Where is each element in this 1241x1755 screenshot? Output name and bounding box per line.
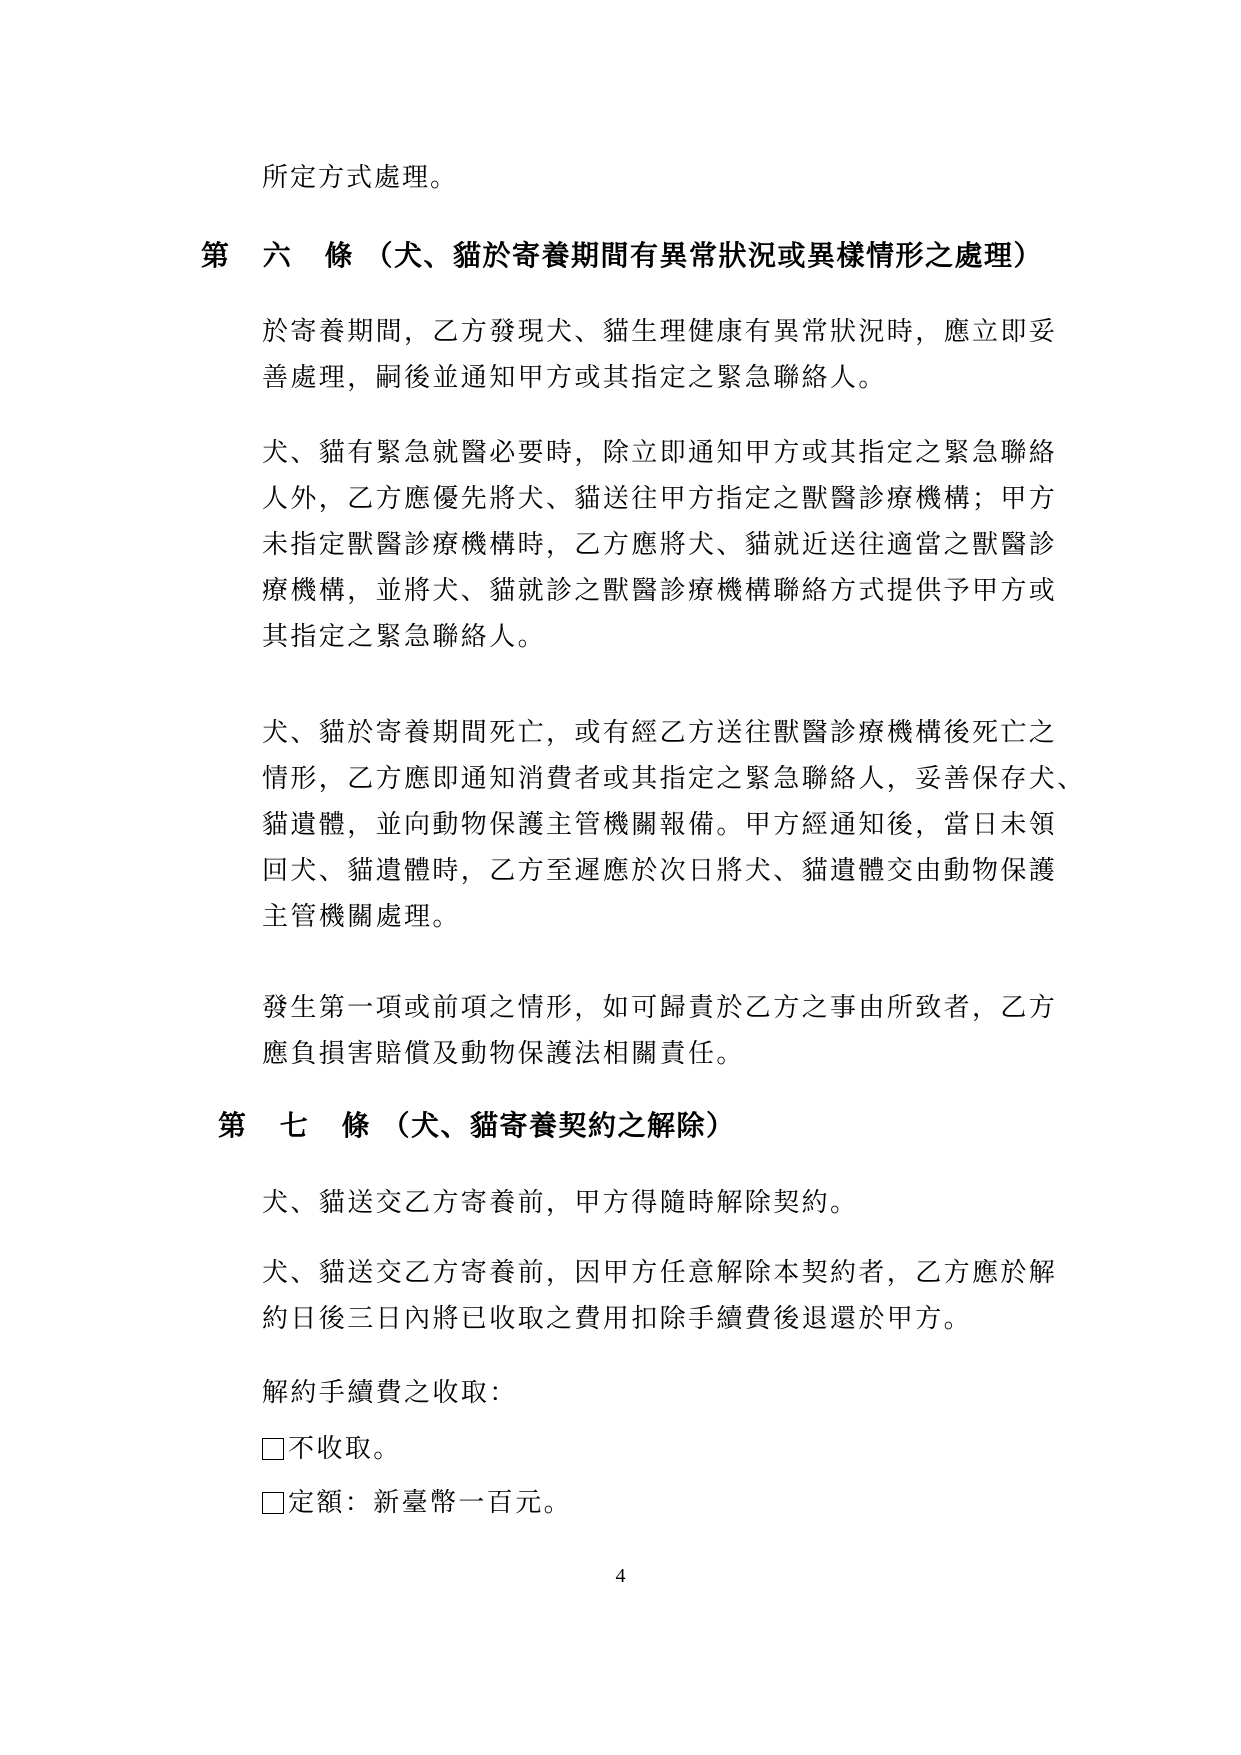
- article-7-heading: [218, 1108, 736, 1144]
- paragraph-line: 情形，乙方應即通知消費者或其指定之緊急聯絡人，妥善保存犬、: [262, 764, 1086, 794]
- paragraph-line: 約日後三日內將已收取之費用扣除手續費後退還於甲方。: [262, 1304, 973, 1334]
- article-7-paragraph-3: [262, 1370, 1062, 1416]
- checkbox-no-fee[interactable]: [262, 1438, 284, 1460]
- article-6-paragraph-2: [262, 430, 1062, 660]
- article-6-paragraph-3: [262, 710, 1086, 940]
- paragraph-line: 解約手續費之收取：: [262, 1378, 518, 1408]
- article-7-paragraph-1: [262, 1180, 1062, 1226]
- article-7-title: （犬、貓寄養契約之解除）: [381, 1109, 736, 1142]
- checkbox-fixed-fee[interactable]: [262, 1492, 284, 1514]
- paragraph-line: 善處理，嗣後並通知甲方或其指定之緊急聯絡人。: [262, 363, 887, 393]
- option-no-fee-label: 不收取。: [288, 1434, 402, 1464]
- article-6-paragraph-4: [262, 985, 1062, 1077]
- paragraph-line: 於寄養期間，乙方發現犬、貓生理健康有異常狀況時，應立即妥: [262, 317, 1058, 347]
- paragraph-line: 回犬、貓遺體時，乙方至遲應於次日將犬、貓遺體交由動物保護: [262, 856, 1058, 886]
- paragraph-line: 療機構，並將犬、貓就診之獸醫診療機構聯絡方式提供予甲方或: [262, 576, 1058, 606]
- paragraph-line: 犬、貓送交乙方寄養前，因甲方任意解除本契約者，乙方應於解: [262, 1258, 1058, 1288]
- paragraph-line: 發生第一項或前項之情形，如可歸責於乙方之事由所致者，乙方: [262, 993, 1058, 1023]
- paragraph-line: 應負損害賠償及動物保護法相關責任。: [262, 1039, 745, 1069]
- paragraph-line: 犬、貓於寄養期間死亡，或有經乙方送往獸醫診療機構後死亡之: [262, 718, 1058, 748]
- page-number: 4: [615, 1565, 626, 1587]
- paragraph-line: 犬、貓送交乙方寄養前，甲方得隨時解除契約。: [262, 1188, 859, 1218]
- article-6-heading: [201, 238, 1043, 274]
- article-7-paragraph-2: [262, 1250, 1062, 1342]
- paragraph-line: 貓遺體，並向動物保護主管機關報備。甲方經通知後，當日未領: [262, 810, 1058, 840]
- option-fixed-fee[interactable]: [262, 1487, 572, 1519]
- paragraph-line: 犬、貓有緊急就醫必要時，除立即通知甲方或其指定之緊急聯絡: [262, 438, 1058, 468]
- article-6-number: 第 六 條: [201, 239, 365, 272]
- option-fixed-fee-label: 定額：新臺幣一百元。: [288, 1488, 573, 1518]
- article-6-paragraph-1: [262, 309, 1062, 401]
- paragraph-line: 未指定獸醫診療機構時，乙方應將犬、貓就近送往適當之獸醫診: [262, 530, 1058, 560]
- paragraph-line: 主管機關處理。: [262, 902, 461, 932]
- option-no-fee[interactable]: [262, 1433, 402, 1465]
- article-6-title: （犬、貓於寄養期間有異常狀況或異樣情形之處理）: [364, 239, 1044, 272]
- continuation-line: 所定方式處理。: [262, 163, 459, 193]
- paragraph-line: 人外，乙方應優先將犬、貓送往甲方指定之獸醫診療機構；甲方: [262, 484, 1058, 514]
- article-7-number: 第 七 條: [218, 1109, 382, 1142]
- paragraph-line: 其指定之緊急聯絡人。: [262, 622, 547, 652]
